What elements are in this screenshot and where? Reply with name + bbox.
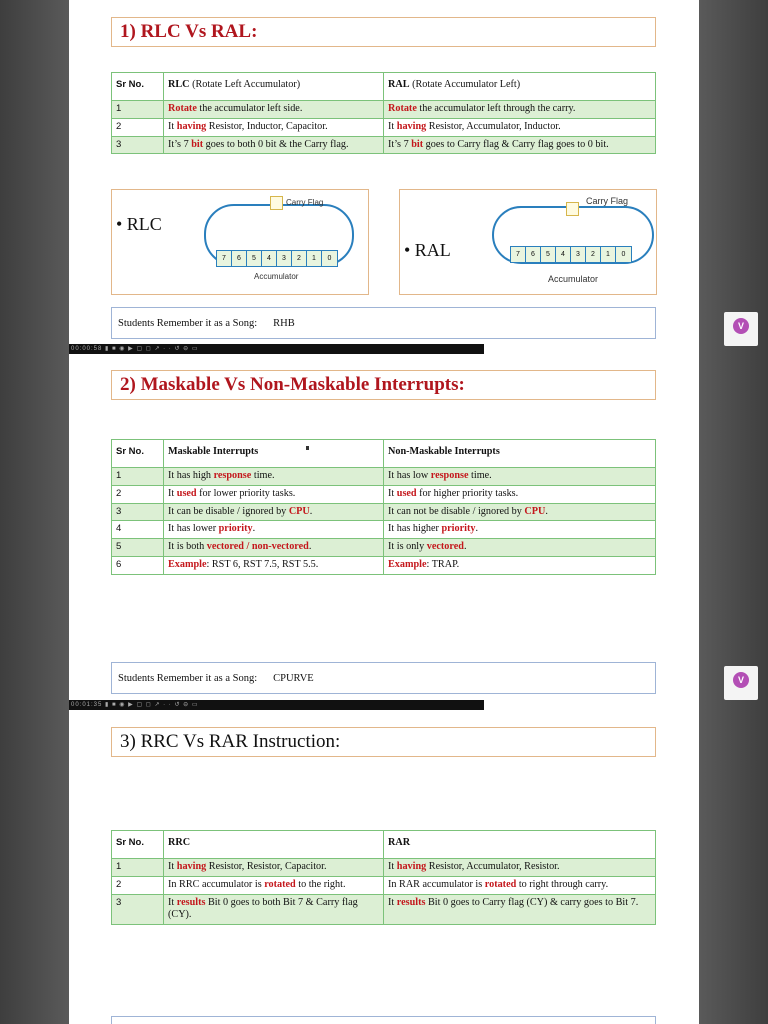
- carry-flag-box: [270, 196, 283, 210]
- carry-flag-caption: Carry Flag: [586, 196, 629, 206]
- carry-flag-caption: Carry Flag: [286, 198, 324, 207]
- accumulator-register: 7 6 5 4 3 2 1 0: [510, 246, 632, 263]
- table-row: 1 It has high response time. It has low response time.: [112, 468, 656, 486]
- channel-badge[interactable]: [724, 666, 758, 700]
- song-label: Students Remember it as a Song:: [118, 673, 258, 684]
- accumulator-caption: Accumulator: [254, 272, 299, 281]
- player-toolbar-2[interactable]: [69, 700, 484, 710]
- channel-badge[interactable]: [724, 312, 758, 346]
- rlc-diagram: [111, 189, 369, 295]
- table-header-row: Sr No. Maskable Interrupts Non-Maskable Interrupts: [112, 440, 656, 468]
- ral-diagram-label: • RAL: [404, 240, 451, 260]
- mouse-cursor: [306, 446, 309, 450]
- rar-header: RAR: [384, 831, 656, 859]
- table-row: 3 It’s 7 bit goes to both 0 bit & the Carry flag. It’s 7 bit goes to Carry flag & Carry flag goes to 0 bit.: [112, 136, 656, 154]
- song-box-1: [111, 307, 656, 339]
- table-row: 2 In RRC accumulator is rotated to the right. In RAR accumulator is rotated to right through carry.: [112, 876, 656, 894]
- table-row: 3 It results Bit 0 goes to both Bit 7 & Carry flag (CY). It results Bit 0 goes to Carry flag (CY) & carry goes to Bit 7.: [112, 894, 656, 925]
- song-box-2: [111, 662, 656, 694]
- table-row: 5 It is both vectored / non-vectored. It is only vectored.: [112, 539, 656, 557]
- maskable-header: Maskable Interrupts: [164, 440, 384, 468]
- accumulator-register: 7 6 5 4 3 2 1 0: [216, 250, 338, 267]
- section-2-title: 2) Maskable Vs Non-Maskable Interrupts:: [111, 370, 656, 400]
- table-header-row: Sr No. RRC RAR: [112, 831, 656, 859]
- table-row: 2 It having Resistor, Inductor, Capacitor. It having Resistor, Accumulator, Inductor.: [112, 118, 656, 136]
- song-value: CPURVE: [273, 673, 314, 684]
- interrupts-table: [111, 439, 656, 575]
- sr-no-header: Sr No.: [112, 73, 164, 101]
- ral-header: RAL (Rotate Accumulator Left): [384, 73, 656, 101]
- table-row: 1 It having Resistor, Resistor, Capacitor. It having Resistor, Accumulator, Resistor.: [112, 859, 656, 877]
- rlc-header: RLC (Rotate Left Accumulator): [164, 73, 384, 101]
- table-row: 4 It has lower priority. It has higher priority.: [112, 521, 656, 539]
- song-value: RHB: [273, 318, 295, 329]
- carry-flag-box: [566, 202, 579, 216]
- table-row: 6 Example: RST 6, RST 7.5, RST 5.5. Example: TRAP.: [112, 556, 656, 574]
- table-row: 1 Rotate the accumulator left side. Rotate the accumulator left through the carry.: [112, 101, 656, 119]
- player-controls[interactable]: 00:00:58 ▮ ■ ◉ ▶ ▢ ◻ ↗ · · ↺ ⊖ ▭: [71, 346, 199, 352]
- song-label: Students Remember it as a Song:: [118, 318, 258, 329]
- rrc-header: RRC: [164, 831, 384, 859]
- non-maskable-header: Non-Maskable Interrupts: [384, 440, 656, 468]
- player-toolbar-1[interactable]: [69, 344, 484, 354]
- accumulator-caption: Accumulator: [548, 274, 599, 284]
- rrc-rar-table: [111, 830, 656, 925]
- logo-icon: V: [733, 672, 749, 688]
- right-dark-margin: [699, 0, 768, 1024]
- logo-icon: V: [733, 318, 749, 334]
- player-controls[interactable]: 00:01:35 ▮ ■ ◉ ▶ ▢ ◻ ↗ · · ↺ ⊖ ▭: [71, 702, 199, 708]
- document-page: [69, 0, 699, 1024]
- table-row: 3 It can be disable / ignored by CPU. It can not be disable / ignored by CPU.: [112, 503, 656, 521]
- left-dark-margin: [0, 0, 69, 1024]
- ral-diagram: [399, 189, 657, 295]
- rlc-diagram-label: • RLC: [116, 214, 162, 234]
- section-3-title: 3) RRC Vs RAR Instruction:: [111, 727, 656, 757]
- next-box-partial: [111, 1016, 656, 1024]
- section-1-title: 1) RLC Vs RAL:: [111, 17, 656, 47]
- rlc-ral-table: [111, 72, 656, 154]
- table-header-row: [112, 73, 656, 101]
- table-row: 2 It used for lower priority tasks. It used for higher priority tasks.: [112, 485, 656, 503]
